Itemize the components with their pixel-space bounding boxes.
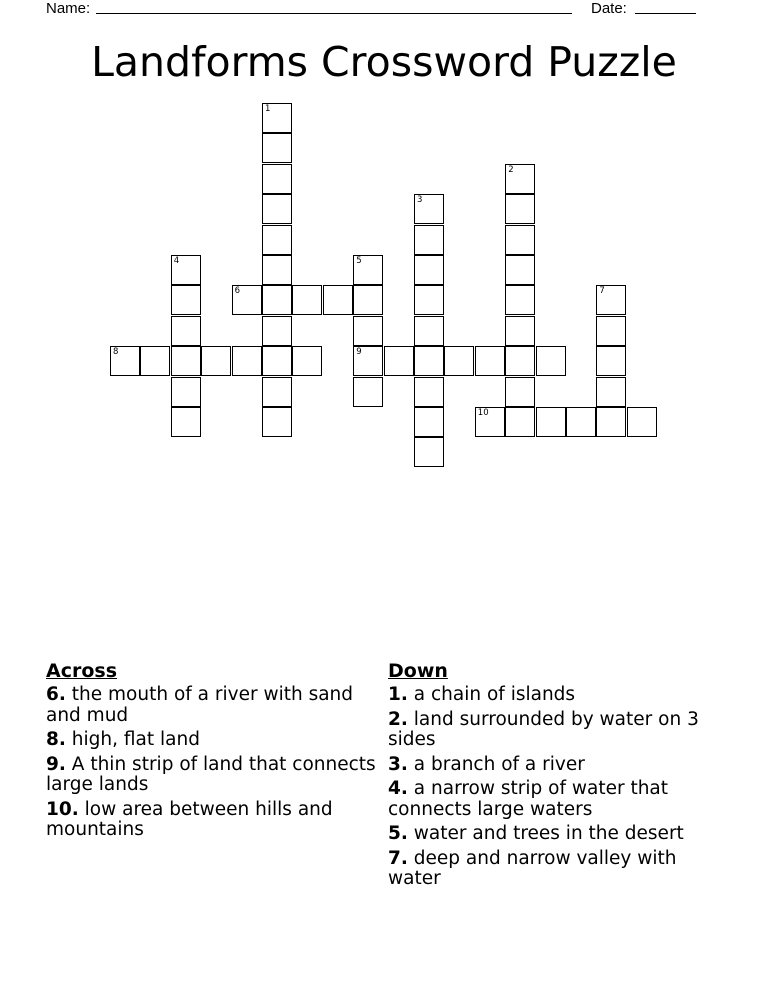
grid-cell[interactable] [262, 377, 292, 407]
clue-across-6 [46, 685, 376, 726]
grid-cell[interactable] [505, 316, 535, 346]
cell-number: 8 [113, 347, 119, 358]
grid-cell[interactable] [475, 346, 505, 376]
clue-number: 5. [388, 823, 408, 844]
grid-cell[interactable] [171, 377, 201, 407]
cell-number: 4 [173, 256, 180, 266]
clue-number: 4. [388, 778, 408, 799]
grid-cell[interactable] [505, 255, 535, 285]
grid-cell[interactable] [536, 407, 566, 437]
date-label: Date: [591, 0, 627, 17]
clue-across-9 [46, 755, 376, 796]
grid-cell[interactable] [536, 346, 566, 376]
grid-cell[interactable] [262, 407, 292, 437]
grid-cell[interactable] [171, 407, 201, 437]
grid-cell[interactable] [505, 194, 535, 224]
grid-cell[interactable] [505, 346, 535, 376]
grid-cell[interactable] [505, 285, 535, 315]
grid-cell[interactable] [171, 316, 201, 346]
clue-number: 6. [46, 684, 66, 705]
grid-cell[interactable] [232, 285, 262, 315]
grid-cell[interactable] [444, 346, 474, 376]
clue-text: A thin strip of land that connects large lands [46, 753, 376, 795]
grid-cell[interactable] [262, 225, 292, 255]
grid-cell[interactable] [414, 285, 444, 315]
cell-number: 7 [599, 286, 605, 297]
clue-down-5 [388, 824, 728, 845]
grid-cell[interactable] [414, 437, 444, 467]
grid-cell[interactable] [414, 225, 444, 255]
across-clues [46, 660, 376, 845]
down-clues [388, 660, 728, 894]
clue-number: 7. [388, 847, 408, 869]
grid-cell[interactable] [566, 407, 596, 437]
clue-text: a narrow strip of water that connects large waters [388, 778, 669, 820]
grid-cell[interactable] [262, 103, 292, 133]
clue-down-7 [388, 849, 728, 890]
clue-down-4 [388, 779, 728, 820]
grid-cell[interactable] [140, 346, 170, 376]
grid-cell[interactable] [353, 316, 383, 346]
grid-cell[interactable] [596, 316, 626, 346]
clue-text: a branch of a river [413, 753, 585, 775]
grid-cell[interactable] [292, 285, 322, 315]
grid-cell[interactable] [292, 346, 322, 376]
grid-cell[interactable] [505, 407, 535, 437]
grid-cell[interactable] [475, 407, 505, 437]
cell-number: 9 [356, 347, 362, 358]
name-label: Name: [46, 0, 91, 17]
grid-cell[interactable] [262, 194, 292, 224]
grid-cell[interactable] [323, 285, 353, 315]
grid-cell[interactable] [414, 316, 444, 346]
grid-cell[interactable] [596, 407, 626, 437]
cell-number: 2 [508, 164, 514, 175]
grid-cell[interactable] [353, 255, 383, 285]
grid-cell[interactable] [627, 407, 657, 437]
clue-number: 2. [388, 708, 408, 730]
across-heading: Across [46, 660, 118, 682]
cell-number: 10 [477, 408, 489, 418]
grid-cell[interactable] [414, 407, 444, 437]
clue-down-2 [388, 710, 728, 751]
grid-cell[interactable] [171, 346, 201, 376]
clue-down-1 [388, 685, 728, 706]
grid-cell[interactable] [384, 346, 414, 376]
grid-cell[interactable] [171, 285, 201, 315]
clue-text: water and trees in the desert [413, 823, 684, 844]
clue-text: high, flat land [71, 729, 200, 750]
clue-number: 10. [46, 798, 79, 820]
grid-cell[interactable] [110, 346, 140, 376]
clue-number: 8. [46, 729, 66, 750]
clue-text: low area between hills and mountains [46, 798, 333, 840]
grid-cell[interactable] [414, 255, 444, 285]
grid-cell[interactable] [414, 194, 444, 224]
grid-cell[interactable] [201, 346, 231, 376]
clue-text: deep and narrow valley with water [388, 847, 677, 889]
clue-text: the mouth of a river with sand and mud [46, 684, 354, 726]
down-heading: Down [388, 660, 448, 682]
grid-cell[interactable] [262, 164, 292, 194]
grid-cell[interactable] [232, 346, 262, 376]
grid-cell[interactable] [262, 346, 292, 376]
cell-number: 3 [417, 195, 423, 206]
clue-number: 3. [388, 753, 408, 775]
grid-cell[interactable] [262, 285, 292, 315]
clue-across-8 [46, 730, 376, 751]
grid-cell[interactable] [505, 225, 535, 255]
grid-cell[interactable] [353, 346, 383, 376]
cell-number: 6 [234, 286, 241, 297]
grid-cell[interactable] [505, 164, 535, 194]
grid-cell[interactable] [596, 285, 626, 315]
grid-cell[interactable] [505, 377, 535, 407]
clue-across-10 [46, 800, 376, 841]
grid-cell[interactable] [414, 377, 444, 407]
grid-cell[interactable] [596, 346, 626, 376]
clue-text: a chain of islands [413, 684, 576, 705]
grid-cell[interactable] [414, 346, 444, 376]
clue-text: land surrounded by water on 3 sides [388, 708, 699, 750]
clue-number: 9. [46, 753, 66, 775]
clue-down-3 [388, 755, 728, 776]
cell-number: 5 [356, 256, 362, 266]
grid-cell[interactable] [262, 316, 292, 346]
grid-cell[interactable] [353, 377, 383, 407]
grid-cell[interactable] [171, 255, 201, 285]
grid-cell[interactable] [262, 133, 292, 163]
cell-number: 1 [265, 104, 271, 114]
grid-cell[interactable] [596, 377, 626, 407]
grid-cell[interactable] [262, 255, 292, 285]
page-title: Landforms Crossword Puzzle [91, 38, 677, 86]
grid-cell[interactable] [353, 285, 383, 315]
clue-number: 1. [388, 684, 408, 705]
